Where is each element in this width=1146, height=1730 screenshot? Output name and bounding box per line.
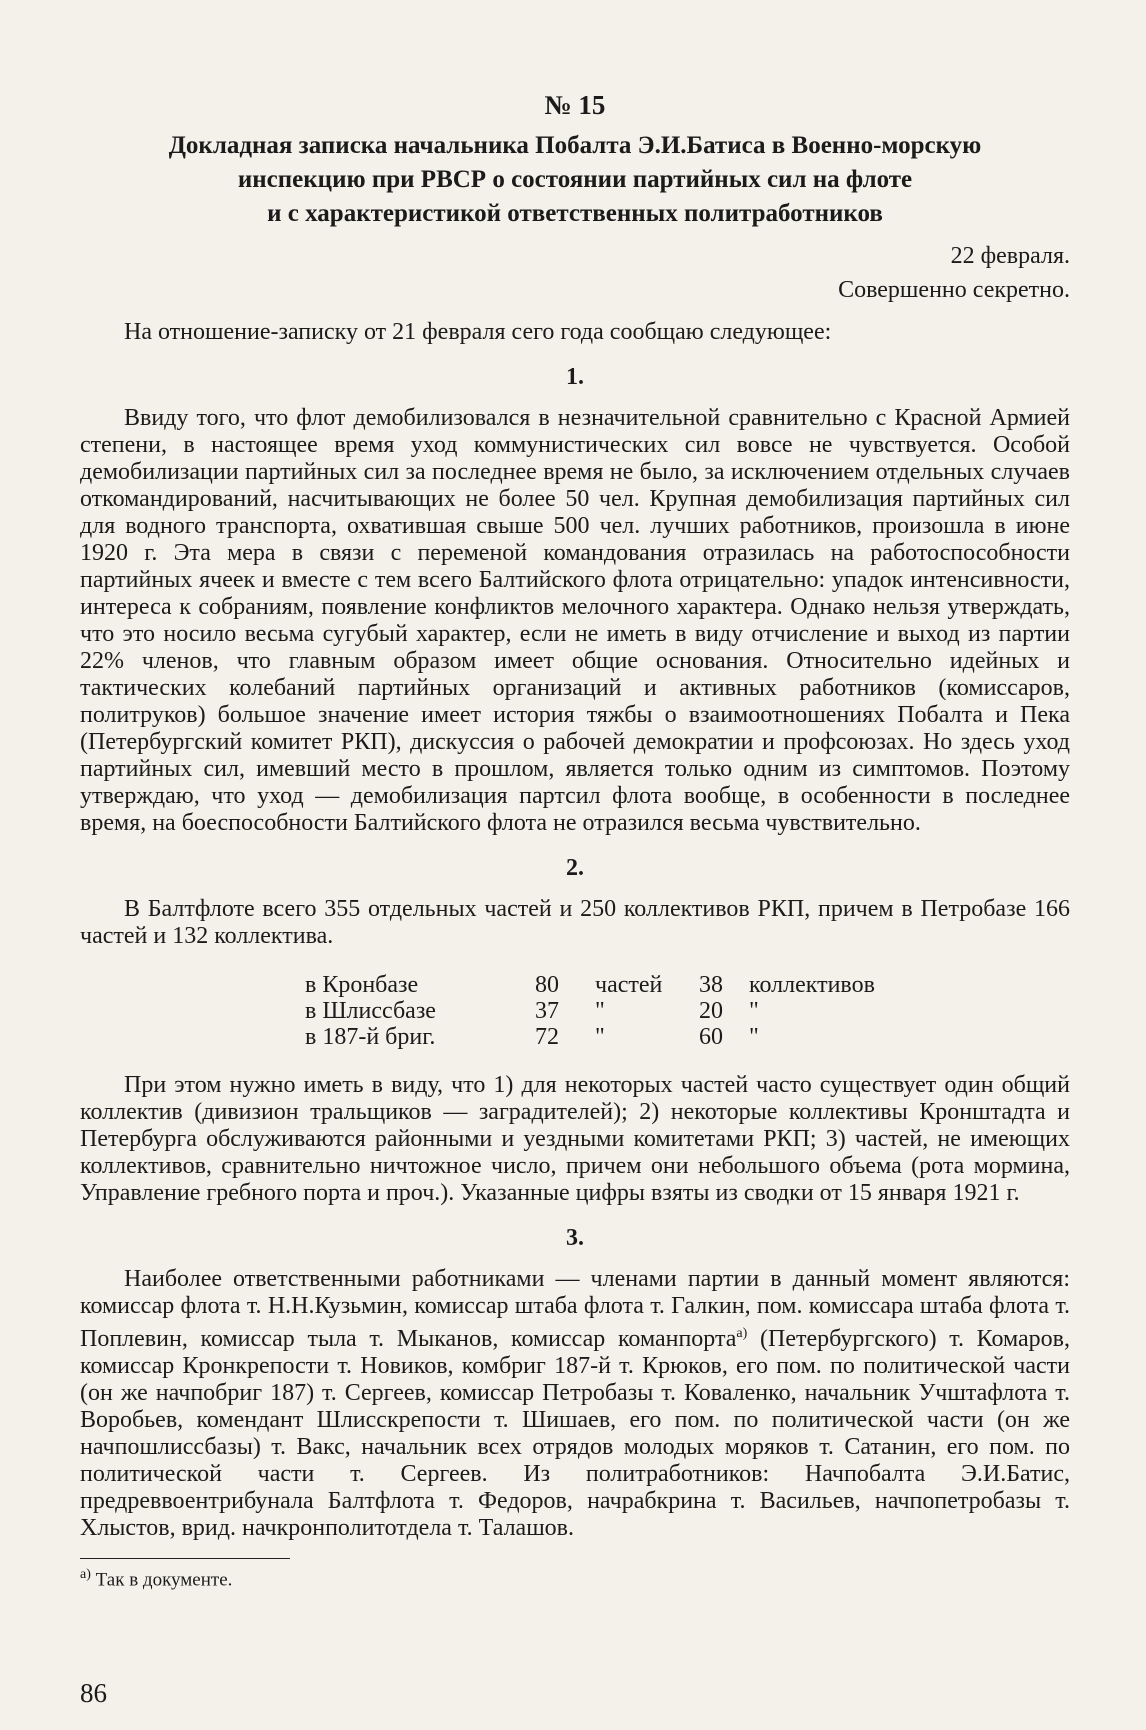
place-cell: в 187-й бриг.	[305, 1024, 436, 1050]
title-line: инспекцию при РВСР о состоянии партийных сил на флоте	[237, 166, 913, 193]
section-1-paragraph: Ввиду того, что флот демобилизовался в незначительной сравнительно с Красной Армией степени, в настоящее время уход коммунистических сил вовсе не чувствуется. Особой демобилизации партийных сил за последнее время не было, за исключением отдельных случаев откомандирований, насчитывающих не более 50 чел. Крупная демобилизация партийных сил для водного транспорта, охватившая свыше 500 чел. лучших работников, произошла в июне 1920 г. Эта мера в связи с переменой командования отразилась на работоспособности партийных ячеек и вместе с тем всего Балтийского флота отрицательно: упадок интенсивности, интереса к собраниям, появление конфликтов мелочного характера. Однако нельзя утверждать, что это носило весьма сугубый характер, если не иметь в виду отчисление и выход из партии 22% членов, что главным образом имеет общие основания. Относительно идейных и тактических колебаний партийных организаций и активных работников (комиссаров, политруков) большое значение имеет история тяжбы о взаимоотношениях Побалта и Пека (Петербургский комитет РКП), дискуссия о рабочей демократии и профсоюзах. Но здесь уход партийных сил, имевший место в прошлом, является только одним из симптомов. Поэтому утверждаю, что уход — демобилизация партсил флота вообще, в особенности в последнее время, на боеспособности Балтийского флота не отразился весьма чувствительно.	[80, 405, 1070, 836]
collectives-cell: 38	[699, 972, 723, 998]
collectives-label-cell: коллективов	[749, 972, 875, 998]
footnote-ref: а)	[736, 1326, 748, 1341]
units-table	[305, 972, 875, 1050]
units-label-cell: частей	[595, 972, 663, 998]
collectives-cell: 60	[699, 1024, 723, 1050]
title-line: и с характеристикой ответственных политработников	[267, 200, 883, 227]
footnote	[80, 1567, 1070, 1591]
intro-paragraph: На отношение-записку от 21 февраля сего года сообщаю следующее:	[124, 319, 832, 345]
collectives-label-cell: "	[749, 998, 759, 1024]
document-page	[80, 90, 1070, 1591]
footnote-marker: а)	[80, 1567, 91, 1582]
units-label-cell: "	[595, 998, 605, 1024]
units-cell: 80	[535, 972, 559, 998]
section-number-3: 3.	[566, 1225, 584, 1251]
table-row	[305, 1024, 875, 1050]
section-2-note: При этом нужно иметь в виду, что 1) для некоторых частей часто существует один общий коллектив (дивизион тральщиков — заградителей); 2) некоторые коллективы Кронштадта и Петербурга обслуживаются районными и уездными комитетами РКП; 3) частей, не имеющих коллективов, сравнительно ничтожное число, причем они небольшого объема (рота мормина, Управление гребного порта и проч.). Указанные цифры взяты из сводки от 15 января 1921 г.	[80, 1072, 1070, 1206]
document-title	[80, 129, 1070, 231]
title-line: Докладная записка начальника Побалта Э.И.Батиса в Военно-морскую	[168, 132, 982, 159]
units-cell: 72	[535, 1024, 559, 1050]
section-3-text-b: (Петербургского) т. Комаров, комиссар Кронкрепости т. Новиков, комбриг 187-й т. Крюков, его пом. по политической части (он же начпобриг 187) т. Сергеев, комиссар Петробазы т. Коваленко, начальник Учштафлота т. Воробьев, комендант Шлисскрепости т. Шишаев, его пом. по политической части (он же начпошлиссбазы) т. Вакс, начальник всех отрядов молодых моряков т. Сатанин, его пом. по политической части т. Сергеев. Из политработников: Начпобалта Э.И.Батис, предреввоентрибунала Балтфлота т. Федоров, начрабкрина т. Васильев, начпопетробазы т. Хлыстов, врид. начкронполитотдела т. Талашов.	[80, 1326, 1070, 1541]
section-3-paragraph	[80, 1266, 1070, 1542]
collectives-cell: 20	[699, 998, 723, 1024]
document-meta	[80, 239, 1070, 307]
units-label-cell: "	[595, 1024, 605, 1050]
footnote-text: Так в документе.	[95, 1569, 233, 1591]
footnote-divider	[80, 1558, 290, 1559]
collectives-label-cell: "	[749, 1024, 759, 1050]
document-date: 22 февраля.	[950, 243, 1070, 269]
page-number: 86	[80, 1678, 107, 1708]
table-row	[305, 998, 875, 1024]
place-cell: в Кронбазе	[305, 972, 419, 998]
classification-mark: Совершенно секретно.	[838, 277, 1070, 303]
place-cell: в Шлиссбазе	[305, 998, 436, 1024]
section-number-1: 1.	[566, 364, 584, 390]
units-cell: 37	[535, 998, 559, 1024]
table-row	[305, 972, 875, 998]
section-number-2: 2.	[566, 855, 584, 881]
section-2-paragraph: В Балтфлоте всего 355 отдельных частей и 250 коллективов РКП, причем в Петробазе 166 частей и 132 коллектива.	[80, 896, 1070, 949]
section-3-text-a: Наиболее ответственными работниками — членами партии в данный момент являются: комиссар флота т. Н.Н.Кузьмин, комиссар штаба флота т. Галкин, пом. комиссара штаба флота т. Поплевин, комиссар тыла т. Мыканов, комиссар команпорта	[80, 1266, 1070, 1352]
document-number: № 15	[544, 90, 606, 120]
